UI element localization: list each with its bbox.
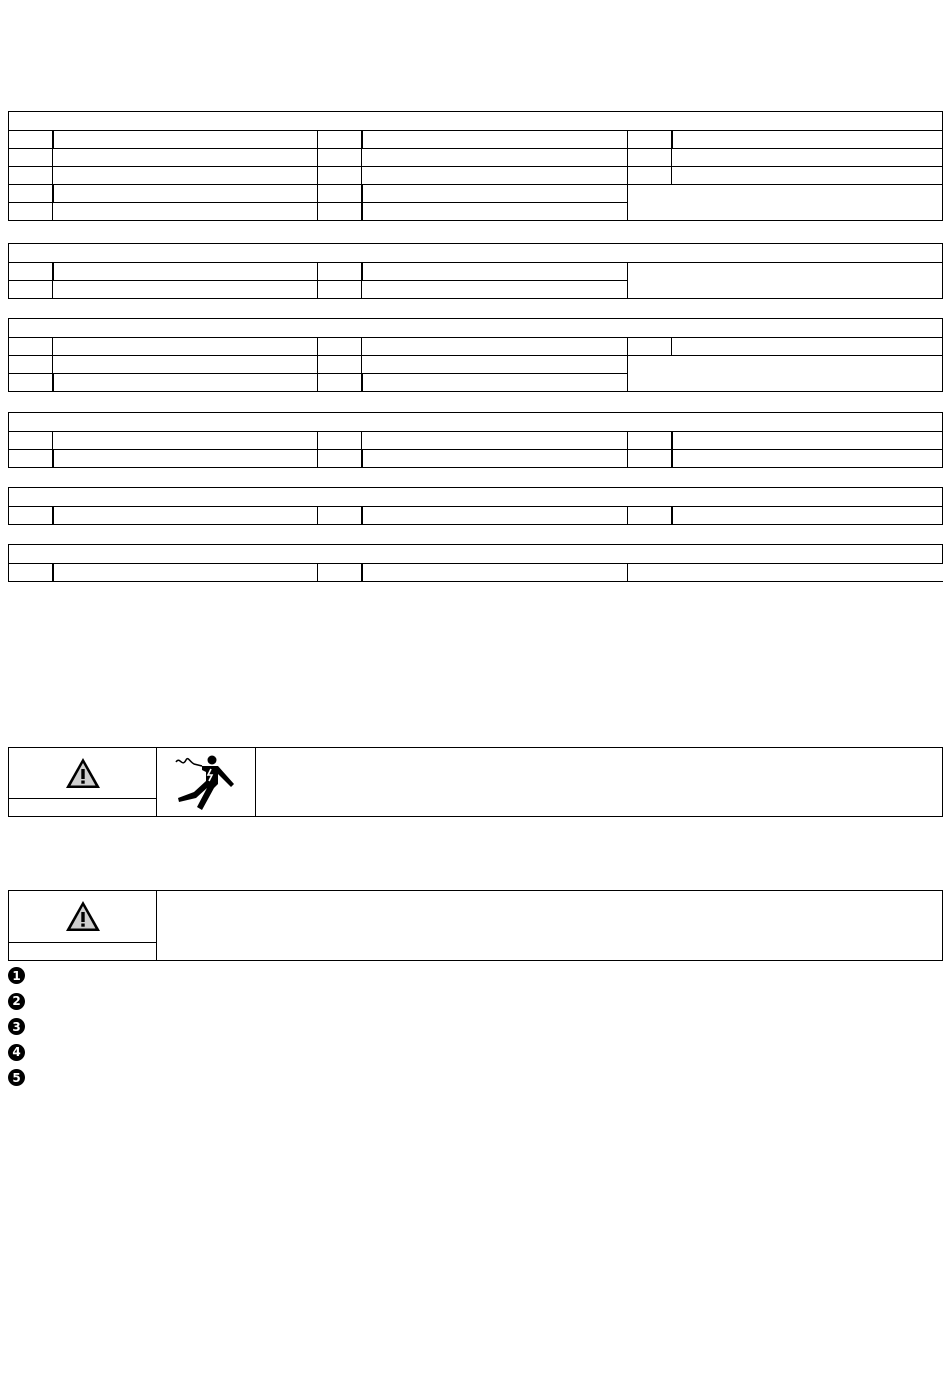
list-item xyxy=(8,1040,938,1066)
spec-table-6 xyxy=(8,544,943,582)
table-row xyxy=(9,564,943,582)
table-row xyxy=(9,263,943,281)
warning-message xyxy=(256,748,942,816)
step-number-badge: 3 xyxy=(8,1018,25,1035)
electric-pictogram-cell xyxy=(156,748,256,816)
table-row xyxy=(9,185,943,203)
electric-warning-box xyxy=(8,747,943,817)
table-row xyxy=(9,507,943,525)
step-number-badge: 2 xyxy=(8,993,25,1010)
warning-box xyxy=(8,890,943,961)
warning-symbol-cell xyxy=(9,748,157,816)
table-row xyxy=(9,338,943,356)
spec-table-3 xyxy=(8,318,943,392)
spec-table-5 xyxy=(8,487,943,525)
table-title xyxy=(9,413,943,432)
warning-triangle-icon xyxy=(64,899,102,933)
list-item xyxy=(8,963,938,989)
table-row xyxy=(9,149,943,167)
signal-word xyxy=(9,798,156,816)
step-number-badge: 1 xyxy=(8,967,25,984)
table-row xyxy=(9,131,943,149)
warning-symbol-cell xyxy=(9,891,157,960)
table-title xyxy=(9,545,943,564)
signal-word xyxy=(9,942,156,960)
table-row xyxy=(9,356,943,374)
warning-message xyxy=(157,891,942,960)
list-item xyxy=(8,1065,938,1091)
table-title xyxy=(9,319,943,338)
step-number-badge: 5 xyxy=(8,1069,25,1086)
list-item xyxy=(8,989,938,1015)
table-title xyxy=(9,244,943,263)
spec-table-2 xyxy=(8,243,943,299)
spec-table-4 xyxy=(8,412,943,468)
table-row xyxy=(9,167,943,185)
table-title xyxy=(9,488,943,507)
table-row xyxy=(9,450,943,468)
table-row xyxy=(9,432,943,450)
step-number-badge: 4 xyxy=(8,1044,25,1061)
spec-table-1 xyxy=(8,111,943,221)
electric-shock-icon xyxy=(174,754,236,812)
warning-triangle-icon xyxy=(64,756,102,790)
table-title xyxy=(9,112,943,131)
step-list xyxy=(8,963,938,1091)
list-item xyxy=(8,1014,938,1040)
